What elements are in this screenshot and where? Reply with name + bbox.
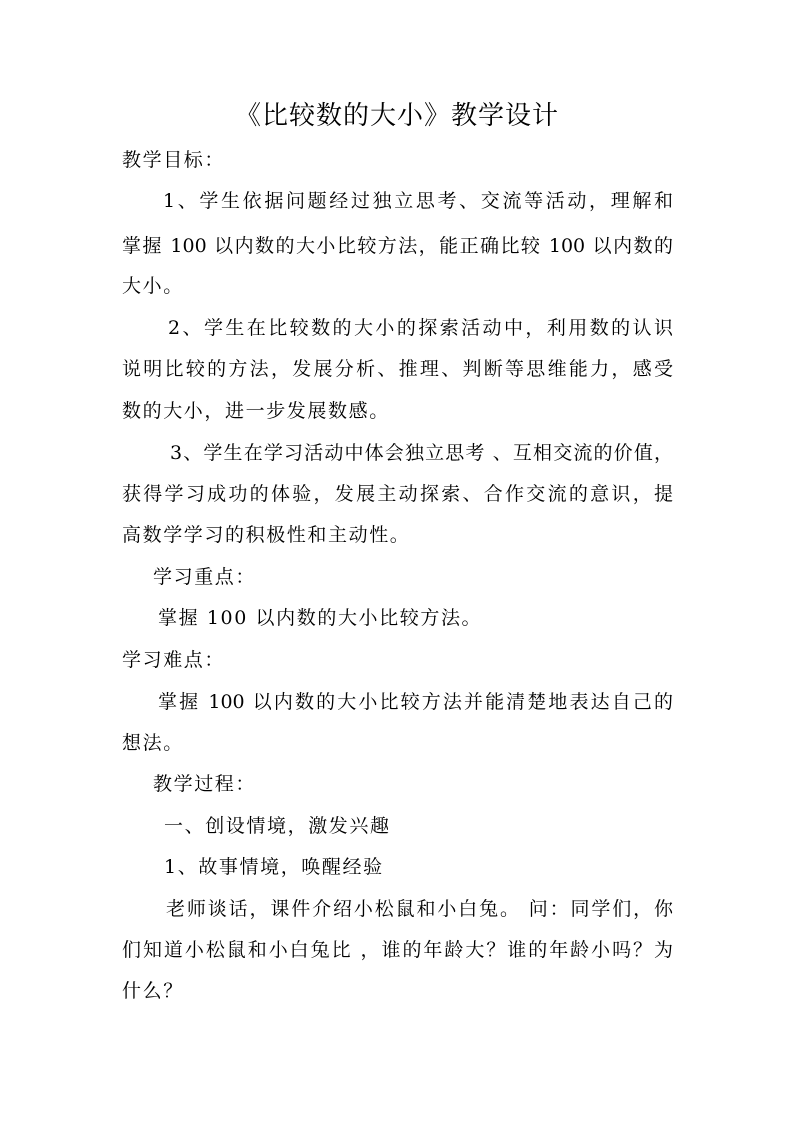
goal-1-line-2: 掌握 100 以内数的大小比较方法，能正确比较 100 以内数的 [122,235,673,257]
heading-key-point: 学习重点： [153,566,257,588]
goal-1-line-3: 大小。 [122,275,184,297]
goal-3-line-1: 3、学生在学习活动中体会独立思考 、互相交流的价值， [170,442,673,464]
story-line-2: 们知道小松鼠和小白兔比 ，谁的年龄大？谁的年龄小吗？为 [122,939,673,961]
goal-2-line-3: 数的大小，进一步发展数感。 [122,400,390,422]
difficult-point-line-2: 想法。 [122,732,184,754]
goal-1-line-1: 1、学生依据问题经过独立思考、交流等活动，理解和 [163,190,673,212]
key-point-text: 掌握 100 以内数的大小比较方法。 [158,607,483,629]
difficult-point-line-1: 掌握 100 以内数的大小比较方法并能清楚地表达自己的 [158,691,673,713]
heading-difficult-point: 学习难点： [122,649,226,671]
document-title: 《比较数的大小》教学设计 [234,101,559,131]
story-line-1: 老师谈话，课件介绍小松鼠和小白兔。 问：同学们，你 [166,898,673,920]
section-1-subheading: 1、故事情境，唤醒经验 [164,856,384,878]
section-1-heading: 一、创设情境，激发兴趣 [164,815,391,837]
goal-2-line-2: 说明比较的方法，发展分析、推理、判断等思维能力，感受 [122,358,673,380]
goal-2-line-1: 2、学生在比较数的大小的探索活动中，利用数的认识 [168,317,673,339]
goal-3-line-2: 获得学习成功的体验，发展主动探索、合作交流的意识，提 [122,483,673,505]
goal-3-line-3: 高数学学习的积极性和主动性。 [122,524,411,546]
heading-teaching-process: 教学过程： [153,773,257,795]
story-line-3: 什么？ [122,980,184,1002]
heading-teaching-goals: 教学目标： [122,149,226,171]
